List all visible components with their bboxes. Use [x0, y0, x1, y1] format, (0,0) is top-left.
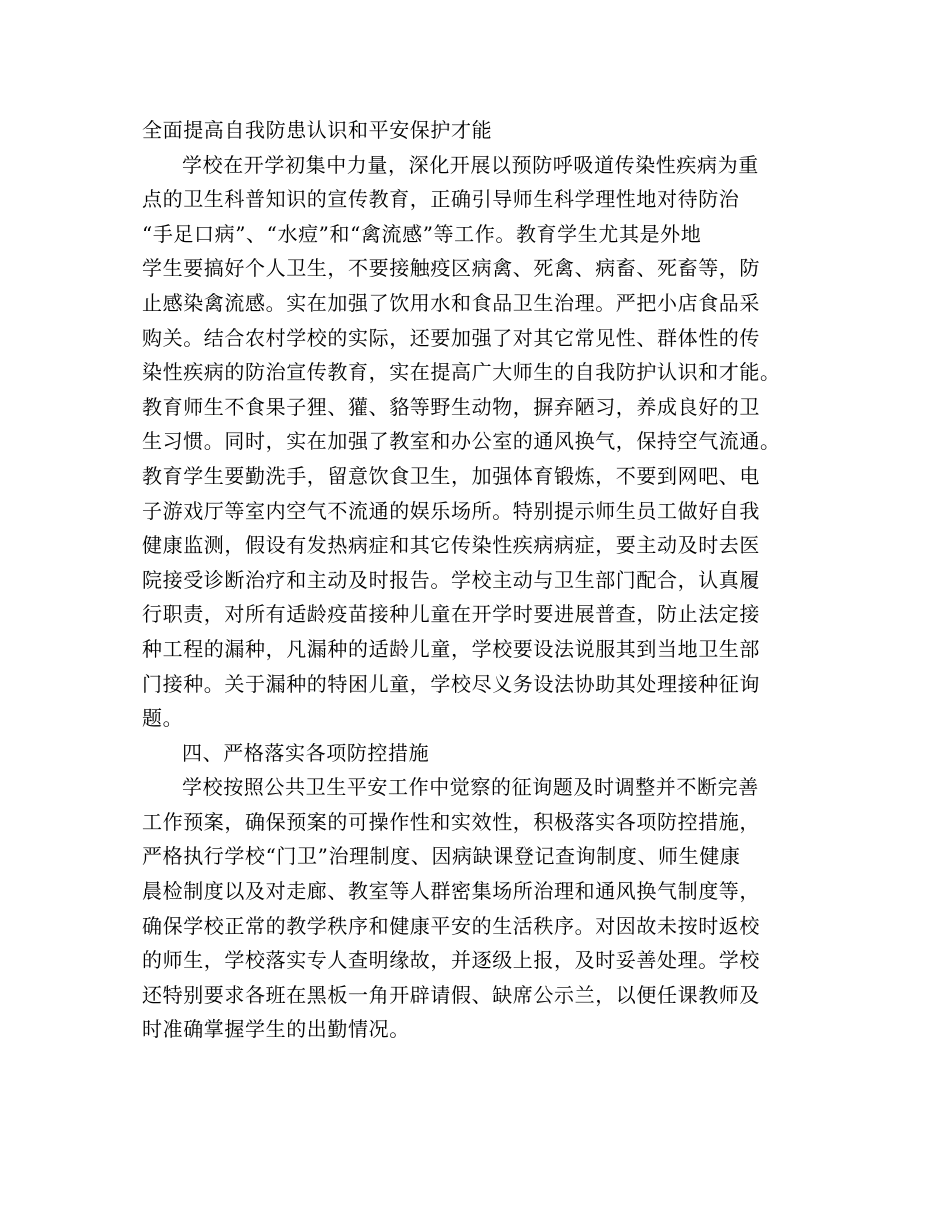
text-line: 全面提高自我防患认识和平安保护才能 — [142, 118, 493, 142]
text-line: “手足口病”、“水痘”和“禽流感”等工作。教育学生尤其是外地 — [142, 221, 702, 246]
text-line: 院接受诊断治疗和主动及时报告。学校主动与卫生部门配合，认真履 — [142, 567, 760, 592]
text-line: 晨检制度以及对走廊、教室等人群密集场所治理和通风换气制度等， — [142, 879, 760, 904]
text-line: 购关。结合农村学校的实际，还要加强了对其它常见性、群体性的传 — [142, 325, 760, 350]
text-line: 生习惯。同时，实在加强了教室和办公室的通风换气，保持空气流通。 — [142, 429, 781, 454]
text-line: 教育师生不食果子狸、獾、貉等野生动物，摒弃陋习，养成良好的卫 — [142, 394, 760, 419]
text-line: 种工程的漏种，凡漏种的适龄儿童，学校要设法说服其到当地卫生部 — [142, 636, 760, 661]
section-heading: 四、严格落实各项防控措施 — [182, 740, 430, 765]
text-line: 教育学生要勤洗手，留意饮食卫生，加强体育锻炼，不要到网吧、电 — [142, 463, 760, 488]
text-line: 时准确掌握学生的出勤情况。 — [142, 1017, 410, 1042]
text-line: 健康监测，假设有发热病症和其它传染性疾病病症，要主动及时去医 — [142, 533, 760, 558]
text-line: 还特别要求各班在黑板一角开辟请假、缺席公示兰，以便任课教师及 — [142, 982, 760, 1007]
text-line: 确保学校正常的教学秩序和健康平安的生活秩序。对因故未按时返校 — [142, 913, 760, 938]
paragraph-start-line: 学校在开学初集中力量，深化开展以预防呼吸道传染性疾病为重 — [182, 152, 759, 177]
text-line: 止感染禽流感。实在加强了饮用水和食品卫生治理。严把小店食品采 — [142, 290, 760, 315]
paragraph-start-line: 学校按照公共卫生平安工作中觉察的征询题及时调整并不断完善 — [182, 775, 759, 800]
text-line: 门接种。关于漏种的特困儿童，学校尽义务设法协助其处理接种征询 — [142, 671, 760, 696]
text-line: 题。 — [142, 706, 184, 731]
document-body — [142, 113, 822, 1047]
text-line: 的师生，学校落实专人查明缘故，并逐级上报，及时妥善处理。学校 — [142, 948, 760, 973]
text-line: 严格执行学校“门卫”治理制度、因病缺课登记查询制度、师生健康 — [142, 844, 741, 869]
text-line: 行职责，对所有适龄疫苗接种儿童在开学时要进展普查，防止法定接 — [142, 602, 760, 627]
text-line: 点的卫生科普知识的宣传教育，正确引导师生科学理性地对待防治 — [142, 187, 740, 212]
text-line: 子游戏厅等室内空气不流通的娱乐场所。特别提示师生员工做好自我 — [142, 498, 760, 523]
text-line: 染性疾病的防治宣传教育，实在提高广大师生的自我防护认识和才能。 — [142, 360, 781, 385]
text-line: 工作预案，确保预案的可操作性和实效性，积极落实各项防控措施， — [142, 809, 760, 834]
text-line: 学生要搞好个人卫生，不要接触疫区病禽、死禽、病畜、死畜等，防 — [142, 256, 760, 281]
